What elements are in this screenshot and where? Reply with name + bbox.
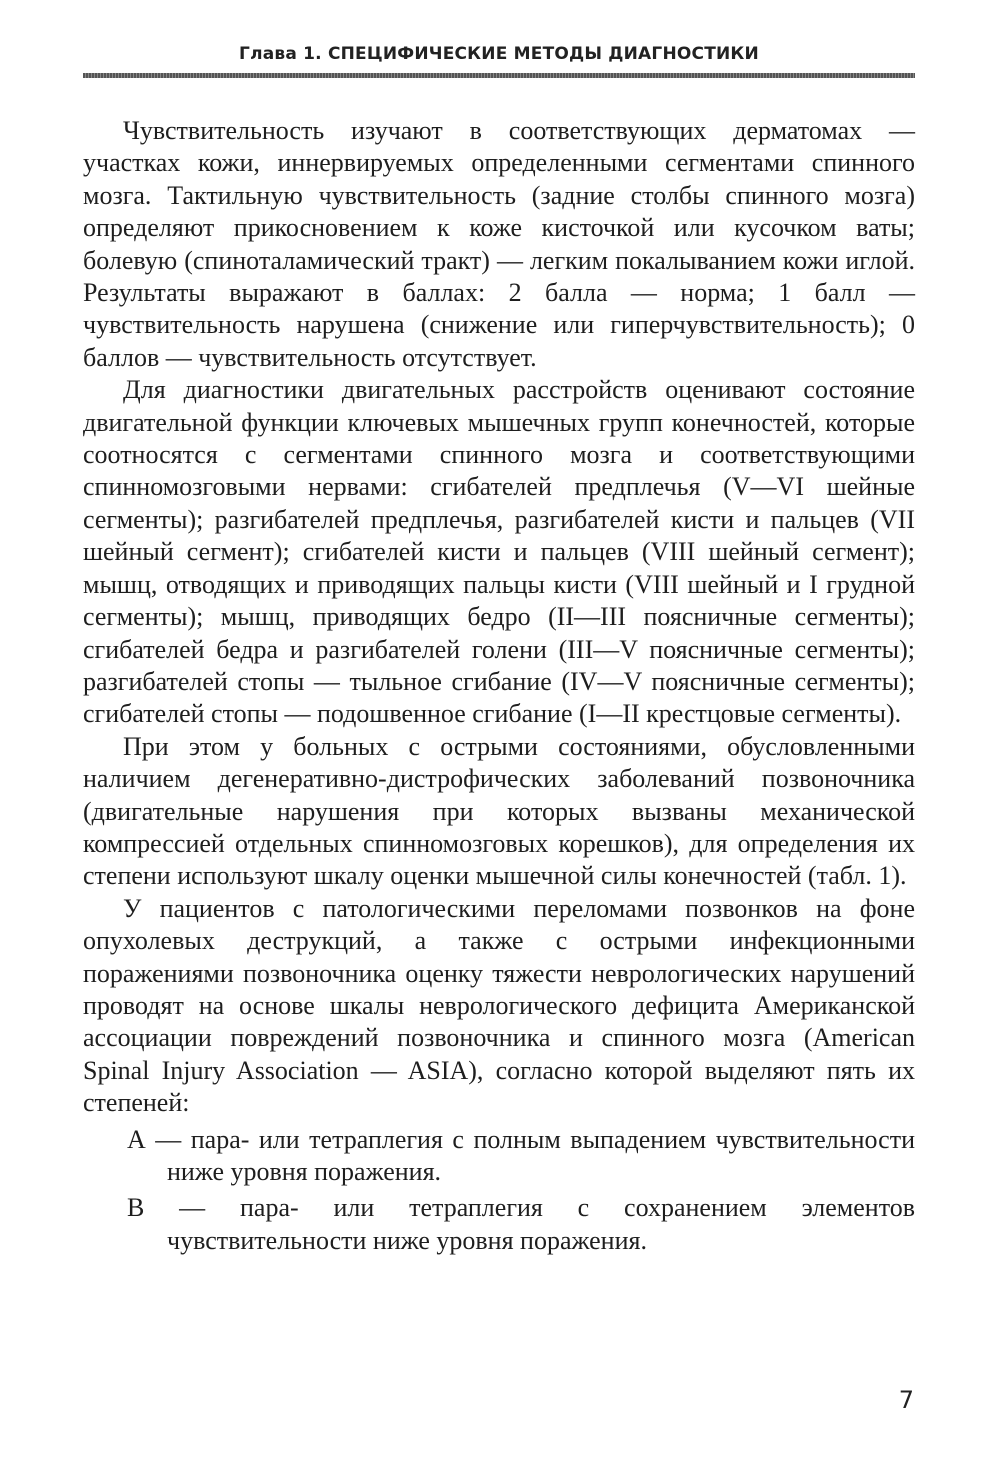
running-header: Глава 1. СПЕЦИФИЧЕСКИЕ МЕТОДЫ ДИАГНОСТИКИ [239, 44, 759, 64]
body-text [83, 115, 915, 1257]
paragraph-motor-disorders: Для диагностики двигательных расстройств оценивают состояние двигательной функции ключевых мышечных групп конечностей, которые соотносятся с сегментами спинного мозга и соответствующими спинномозговыми нервами: сгибателей предплечья (V—VI шейные сегменты); разгибателей предплечья, разгибателей кисти и пальцев (VII шейный сегмент); сгибателей кисти и пальцев (VIII шейный сегмент); мышц, отводящих и приводящих пальцы кисти (VIII шейный и I грудной сегменты); мышц, приводящих бедро (II—III поясничные сегменты); сгибателей бедра и разгибателей голени (III—V поясничные сегменты); разгибателей стопы — тыльное сгибание (IV—V поясничные сегменты); сгибателей стопы — подошвенное сгибание (I—II крестцовые сегменты). [83, 375, 915, 729]
list-item-text: — пара- или тетраплегия с сохранением элементов чувствительности ниже уровня поражения. [144, 1193, 915, 1255]
paragraph-asia-scale: У пациентов с патологическими переломами позвонков на фоне опухолевых деструкций, а также с острыми инфекционными поражениями позвоночника оценку тяжести неврологических нарушений проводят на основе шкалы неврологического дефицита Американской ассоциации повреждений позвоночника и спинного мозга (American Spinal Injury Association — ASIA), согласно которой выделяют пять их степеней: [83, 893, 915, 1118]
list-item-text: — пара- или тетраплегия с полным выпадением чувствительности ниже уровня поражения. [145, 1124, 915, 1186]
list-item-asia-b [83, 1192, 915, 1257]
page-number: 7 [898, 1386, 914, 1414]
list-item-letter: А [127, 1124, 146, 1154]
list-item-asia-a [83, 1124, 915, 1189]
paragraph-sensitivity: Чувствительность изучают в соответствующих дерматомах — участках кожи, иннервируемых определенными сегментами спинного мозга. Тактильную чувствительность (задние столбы спинного мозга) определяют прикосновением к коже кисточкой или кусочком ваты; болевую (спиноталамический тракт) — легким покалыванием кожи иглой. Результаты выражают в баллах: 2 балла — норма; 1 балл — чувствительность нарушена (снижение или гиперчувствительность); 0 баллов — чувствительность отсутствует. [83, 116, 915, 372]
list-item-letter: В [127, 1193, 145, 1223]
paragraph-acute-conditions: При этом у больных с острыми состояниями, обусловленными наличием дегенеративно-дистрофических заболеваний позвоночника (двигательные нарушения при которых вызваны механической компрессией отдельных спинномозговых корешков), для определения их степени используют шкалу оценки мышечной силы конечностей (табл. 1). [83, 731, 915, 891]
header-rule [83, 73, 915, 78]
